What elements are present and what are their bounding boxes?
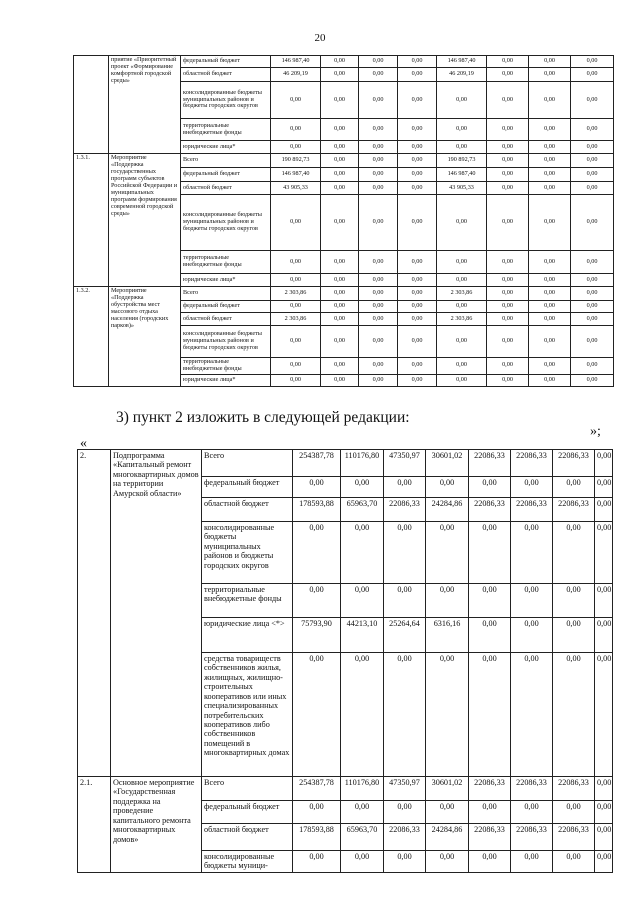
amount-cell: 0,00	[571, 168, 614, 182]
amount-cell: 0,00	[293, 851, 341, 873]
funding-source: территориальные внебюджетные фонды	[181, 251, 271, 274]
amount-cell: 0,00	[511, 522, 553, 584]
amount-cell: 0,00	[511, 584, 553, 618]
program-name: Мероприятие «Поддержка государственных программ субъектов Российской Федерации и муниципальных программ формирования современной городской среды»	[109, 154, 181, 287]
amount-cell: 0,00	[398, 68, 437, 82]
amount-cell: 0,00	[469, 801, 511, 824]
amount-cell: 0,00	[398, 195, 437, 251]
amount-cell: 0,00	[271, 82, 321, 119]
amount-cell: 0,00	[398, 141, 437, 154]
funding-source: федеральный бюджет	[181, 301, 271, 313]
amount-cell: 0,00	[398, 358, 437, 375]
amount-cell: 146 987,40	[271, 56, 321, 68]
amount-cell: 0,00	[426, 522, 469, 584]
amount-cell: 0,00	[487, 313, 529, 326]
amount-cell: 0,00	[571, 141, 614, 154]
amount-cell: 0,00	[469, 477, 511, 498]
amount-cell: 0,00	[321, 274, 359, 287]
amount-cell: 0,00	[341, 801, 384, 824]
funding-source: областной бюджет	[181, 68, 271, 82]
amount-cell: 0,00	[271, 141, 321, 154]
amount-cell: 0,00	[384, 477, 426, 498]
amount-cell: 22086,33	[511, 824, 553, 851]
program-name: Подпрограмма «Капитальный ремонт многоквартирных домов на территории Амурской области»	[111, 450, 202, 777]
amount-cell: 0,00	[571, 251, 614, 274]
amount-cell: 6316,16	[426, 618, 469, 653]
amount-cell: 0,00	[571, 326, 614, 358]
amount-cell: 0,00	[487, 287, 529, 301]
amount-cell: 254387,78	[293, 450, 341, 477]
amount-cell: 146 987,40	[437, 168, 487, 182]
amount-cell: 0,00	[511, 851, 553, 873]
amount-cell: 0,00	[321, 82, 359, 119]
amount-cell: 22086,33	[511, 498, 553, 522]
amount-cell: 0,00	[341, 477, 384, 498]
amount-cell: 0,00	[398, 82, 437, 119]
amount-cell: 0,00	[437, 119, 487, 141]
amount-cell: 0,00	[398, 313, 437, 326]
amendment-heading: 3) пункт 2 изложить в следующей редакции:	[116, 409, 410, 426]
amount-cell: 0,00	[487, 358, 529, 375]
row-number: 2.1.	[78, 777, 111, 873]
amount-cell: 30601,02	[426, 450, 469, 477]
amount-cell: 0,00	[511, 477, 553, 498]
amount-cell: 0,00	[595, 777, 613, 801]
amount-cell: 0,00	[529, 274, 571, 287]
funding-source: юридические лица*	[181, 374, 271, 386]
amount-cell: 0,00	[571, 182, 614, 195]
amount-cell: 0,00	[398, 301, 437, 313]
amount-cell: 0,00	[359, 313, 398, 326]
amount-cell: 0,00	[529, 287, 571, 301]
table-row	[74, 56, 614, 68]
amount-cell: 0,00	[511, 618, 553, 653]
amount-cell: 46 209,19	[271, 68, 321, 82]
amount-cell: 0,00	[321, 182, 359, 195]
amount-cell: 0,00	[398, 374, 437, 386]
amount-cell: 0,00	[359, 68, 398, 82]
amount-cell: 0,00	[359, 301, 398, 313]
amount-cell: 0,00	[341, 522, 384, 584]
amount-cell: 0,00	[553, 584, 595, 618]
amount-cell: 0,00	[384, 801, 426, 824]
amount-cell: 0,00	[426, 653, 469, 777]
amount-cell: 0,00	[595, 851, 613, 873]
amount-cell: 0,00	[359, 56, 398, 68]
funding-source: юридические лица*	[181, 141, 271, 154]
closing-quote-mark: »;	[590, 424, 601, 439]
amount-cell: 0,00	[529, 56, 571, 68]
amount-cell: 0,00	[293, 477, 341, 498]
amount-cell: 0,00	[359, 119, 398, 141]
amount-cell: 0,00	[553, 618, 595, 653]
amount-cell: 0,00	[426, 851, 469, 873]
amount-cell: 0,00	[398, 287, 437, 301]
funding-source: Всего	[181, 287, 271, 301]
amount-cell: 0,00	[384, 653, 426, 777]
amount-cell: 0,00	[595, 522, 613, 584]
amount-cell: 0,00	[293, 801, 341, 824]
amount-cell: 0,00	[553, 851, 595, 873]
amount-cell: 0,00	[359, 251, 398, 274]
amount-cell: 0,00	[359, 374, 398, 386]
amount-cell: 0,00	[398, 182, 437, 195]
amount-cell: 44213,10	[341, 618, 384, 653]
funding-source: областной бюджет	[181, 313, 271, 326]
amount-cell: 0,00	[529, 119, 571, 141]
table-row	[74, 287, 614, 301]
amount-cell: 0,00	[571, 287, 614, 301]
table-row	[74, 154, 614, 168]
amount-cell: 0,00	[529, 68, 571, 82]
amount-cell: 0,00	[384, 584, 426, 618]
amount-cell: 0,00	[487, 195, 529, 251]
amount-cell: 0,00	[321, 313, 359, 326]
funding-source: юридические лица*	[181, 274, 271, 287]
amount-cell: 65963,70	[341, 498, 384, 522]
amount-cell: 190 892,73	[271, 154, 321, 168]
row-number: 1.3.2.	[74, 287, 109, 387]
amount-cell: 0,00	[384, 522, 426, 584]
amount-cell: 0,00	[426, 801, 469, 824]
amount-cell: 0,00	[341, 851, 384, 873]
amount-cell: 0,00	[341, 584, 384, 618]
amount-cell: 0,00	[595, 653, 613, 777]
amount-cell: 22086,33	[384, 498, 426, 522]
amount-cell: 0,00	[511, 653, 553, 777]
amount-cell: 0,00	[487, 82, 529, 119]
amount-cell: 0,00	[321, 287, 359, 301]
amount-cell: 0,00	[487, 119, 529, 141]
amount-cell: 0,00	[398, 251, 437, 274]
amount-cell: 2 303,86	[437, 313, 487, 326]
funding-source: федеральный бюджет	[181, 56, 271, 68]
funding-source: консолидированные бюджеты муниципальных районов и бюджеты городских округов	[202, 522, 293, 584]
amount-cell: 0,00	[437, 301, 487, 313]
amount-cell: 0,00	[571, 68, 614, 82]
amount-cell: 0,00	[293, 584, 341, 618]
funding-source: юридические лица <*>	[202, 618, 293, 653]
amount-cell: 0,00	[359, 195, 398, 251]
row-number: 1.3.1.	[74, 154, 109, 287]
amount-cell: 0,00	[271, 119, 321, 141]
amount-cell: 2 303,86	[437, 287, 487, 301]
amount-cell: 0,00	[553, 801, 595, 824]
funding-source: областной бюджет	[202, 824, 293, 851]
amount-cell: 0,00	[321, 168, 359, 182]
funding-source: консолидированные бюджеты муниципальных районов и бюджеты городских округов	[181, 326, 271, 358]
amount-cell: 0,00	[437, 82, 487, 119]
amount-cell: 46 209,19	[437, 68, 487, 82]
amount-cell: 0,00	[571, 195, 614, 251]
amount-cell: 0,00	[529, 358, 571, 375]
amount-cell: 0,00	[553, 522, 595, 584]
amount-cell: 0,00	[398, 119, 437, 141]
amount-cell: 0,00	[359, 182, 398, 195]
amount-cell: 0,00	[487, 326, 529, 358]
amount-cell: 0,00	[321, 68, 359, 82]
amount-cell: 75793,90	[293, 618, 341, 653]
amount-cell: 0,00	[487, 168, 529, 182]
amount-cell: 22086,33	[553, 824, 595, 851]
amount-cell: 0,00	[571, 82, 614, 119]
funding-table-new-edition	[77, 449, 613, 873]
amount-cell: 22086,33	[469, 824, 511, 851]
amount-cell: 0,00	[293, 522, 341, 584]
amount-cell: 22086,33	[511, 450, 553, 477]
amount-cell: 22086,33	[511, 777, 553, 801]
amount-cell: 0,00	[487, 374, 529, 386]
amount-cell: 0,00	[321, 154, 359, 168]
amount-cell: 0,00	[529, 313, 571, 326]
funding-table-continued	[73, 55, 614, 387]
amount-cell: 254387,78	[293, 777, 341, 801]
amount-cell: 0,00	[359, 287, 398, 301]
amount-cell: 0,00	[487, 154, 529, 168]
amount-cell: 178593,88	[293, 498, 341, 522]
amount-cell: 0,00	[571, 313, 614, 326]
amount-cell: 0,00	[271, 251, 321, 274]
amount-cell: 0,00	[271, 374, 321, 386]
row-number: 2.	[78, 450, 111, 777]
funding-source: территориальные внебюджетные фонды	[181, 119, 271, 141]
amount-cell: 178593,88	[293, 824, 341, 851]
amount-cell: 0,00	[437, 141, 487, 154]
table-row	[78, 777, 613, 801]
amount-cell: 0,00	[293, 653, 341, 777]
opening-quote-mark: «	[80, 436, 87, 451]
funding-source: консолидированные бюджеты муници-	[202, 851, 293, 873]
amount-cell: 0,00	[571, 56, 614, 68]
funding-source: консолидированные бюджеты муниципальных районов и бюджеты городских округов	[181, 82, 271, 119]
amount-cell: 0,00	[271, 358, 321, 375]
amount-cell: 0,00	[437, 358, 487, 375]
amount-cell: 22086,33	[469, 498, 511, 522]
amount-cell: 0,00	[359, 358, 398, 375]
amount-cell: 0,00	[321, 301, 359, 313]
amount-cell: 0,00	[359, 326, 398, 358]
amount-cell: 0,00	[321, 251, 359, 274]
amount-cell: 146 987,40	[271, 168, 321, 182]
amount-cell: 0,00	[571, 358, 614, 375]
amount-cell: 0,00	[321, 326, 359, 358]
amount-cell: 0,00	[571, 119, 614, 141]
amount-cell: 0,00	[487, 251, 529, 274]
amount-cell: 22086,33	[469, 777, 511, 801]
amount-cell: 22086,33	[553, 450, 595, 477]
amount-cell: 0,00	[529, 326, 571, 358]
amount-cell: 0,00	[398, 154, 437, 168]
amount-cell: 0,00	[469, 584, 511, 618]
amount-cell: 110176,80	[341, 777, 384, 801]
amount-cell: 0,00	[426, 477, 469, 498]
amount-cell: 0,00	[321, 358, 359, 375]
amount-cell: 0,00	[487, 56, 529, 68]
amount-cell: 0,00	[529, 141, 571, 154]
amount-cell: 0,00	[571, 301, 614, 313]
amount-cell: 47350,97	[384, 777, 426, 801]
amount-cell: 22086,33	[384, 824, 426, 851]
amount-cell: 0,00	[487, 141, 529, 154]
amount-cell: 0,00	[553, 653, 595, 777]
amount-cell: 0,00	[529, 301, 571, 313]
amount-cell: 65963,70	[341, 824, 384, 851]
amount-cell: 0,00	[595, 824, 613, 851]
amount-cell: 0,00	[571, 154, 614, 168]
funding-source: областной бюджет	[181, 182, 271, 195]
amount-cell: 0,00	[469, 618, 511, 653]
amount-cell: 0,00	[437, 251, 487, 274]
amount-cell: 0,00	[359, 141, 398, 154]
amount-cell: 0,00	[398, 56, 437, 68]
amount-cell: 0,00	[359, 168, 398, 182]
amount-cell: 0,00	[487, 301, 529, 313]
amount-cell: 0,00	[359, 274, 398, 287]
amount-cell: 0,00	[341, 653, 384, 777]
amount-cell: 0,00	[321, 56, 359, 68]
amount-cell: 47350,97	[384, 450, 426, 477]
funding-source: федеральный бюджет	[202, 477, 293, 498]
amount-cell: 0,00	[469, 653, 511, 777]
amount-cell: 24284,86	[426, 824, 469, 851]
amount-cell: 0,00	[321, 141, 359, 154]
amount-cell: 0,00	[321, 374, 359, 386]
amount-cell: 0,00	[529, 154, 571, 168]
amount-cell: 0,00	[529, 82, 571, 119]
amount-cell: 22086,33	[553, 498, 595, 522]
row-number	[74, 56, 109, 154]
amount-cell: 0,00	[553, 477, 595, 498]
amount-cell: 0,00	[437, 326, 487, 358]
amount-cell: 0,00	[271, 301, 321, 313]
amount-cell: 0,00	[529, 182, 571, 195]
funding-source: территориальные внебюджетные фонды	[181, 358, 271, 375]
amount-cell: 43 905,33	[271, 182, 321, 195]
amount-cell: 0,00	[595, 450, 613, 477]
amount-cell: 0,00	[321, 195, 359, 251]
program-name: Основное мероприятие «Государственная поддержка на проведение капитального ремонта многоквартирных домов»	[111, 777, 202, 873]
amount-cell: 0,00	[398, 274, 437, 287]
funding-source: Всего	[202, 450, 293, 477]
amount-cell: 30601,02	[426, 777, 469, 801]
amount-cell: 0,00	[271, 195, 321, 251]
funding-source: территориальные внебюджетные фонды	[202, 584, 293, 618]
amount-cell: 2 303,86	[271, 287, 321, 301]
amount-cell: 24284,86	[426, 498, 469, 522]
amount-cell: 0,00	[595, 584, 613, 618]
funding-source: областной бюджет	[202, 498, 293, 522]
amount-cell: 43 905,33	[437, 182, 487, 195]
amount-cell: 0,00	[571, 374, 614, 386]
amount-cell: 0,00	[595, 618, 613, 653]
amount-cell: 0,00	[595, 498, 613, 522]
amount-cell: 0,00	[426, 584, 469, 618]
amount-cell: 25264,64	[384, 618, 426, 653]
amount-cell: 0,00	[398, 168, 437, 182]
funding-source: федеральный бюджет	[202, 801, 293, 824]
amount-cell: 0,00	[511, 801, 553, 824]
table-row	[78, 450, 613, 477]
amount-cell: 0,00	[271, 274, 321, 287]
program-name: приятие «Приоритетный проект «Формирование комфортной городской среды»	[109, 56, 181, 154]
program-name: Мероприятие «Поддержка обустройства мест массового отдыха населения (городских парков)»	[109, 287, 181, 387]
amount-cell: 0,00	[398, 326, 437, 358]
amount-cell: 110176,80	[341, 450, 384, 477]
funding-source: Всего	[202, 777, 293, 801]
amount-cell: 0,00	[271, 326, 321, 358]
amount-cell: 0,00	[469, 851, 511, 873]
amount-cell: 0,00	[529, 374, 571, 386]
amount-cell: 0,00	[487, 68, 529, 82]
amount-cell: 146 987,40	[437, 56, 487, 68]
amount-cell: 0,00	[571, 274, 614, 287]
amount-cell: 0,00	[529, 251, 571, 274]
amount-cell: 190 892,73	[437, 154, 487, 168]
amount-cell: 0,00	[529, 168, 571, 182]
amount-cell: 0,00	[437, 274, 487, 287]
amount-cell: 0,00	[437, 195, 487, 251]
funding-source: средства товариществ собственников жилья, жилищных, жилищно-строительных кооперативов или иных специализированных потребительских кооперативов либо собственников помещений в многоквартирных домах	[202, 653, 293, 777]
amount-cell: 22086,33	[553, 777, 595, 801]
amount-cell: 0,00	[529, 195, 571, 251]
funding-source: федеральный бюджет	[181, 168, 271, 182]
amount-cell: 0,00	[469, 522, 511, 584]
amount-cell: 0,00	[437, 374, 487, 386]
amount-cell: 0,00	[359, 82, 398, 119]
funding-source: консолидированные бюджеты муниципальных районов и бюджеты городских округов	[181, 195, 271, 251]
amount-cell: 0,00	[384, 851, 426, 873]
amount-cell: 2 303,86	[271, 313, 321, 326]
amount-cell: 0,00	[359, 154, 398, 168]
amount-cell: 22086,33	[469, 450, 511, 477]
page-number: 20	[314, 32, 326, 44]
funding-source: Всего	[181, 154, 271, 168]
amount-cell: 0,00	[487, 182, 529, 195]
amount-cell: 0,00	[595, 477, 613, 498]
amount-cell: 0,00	[595, 801, 613, 824]
amount-cell: 0,00	[321, 119, 359, 141]
amount-cell: 0,00	[487, 274, 529, 287]
